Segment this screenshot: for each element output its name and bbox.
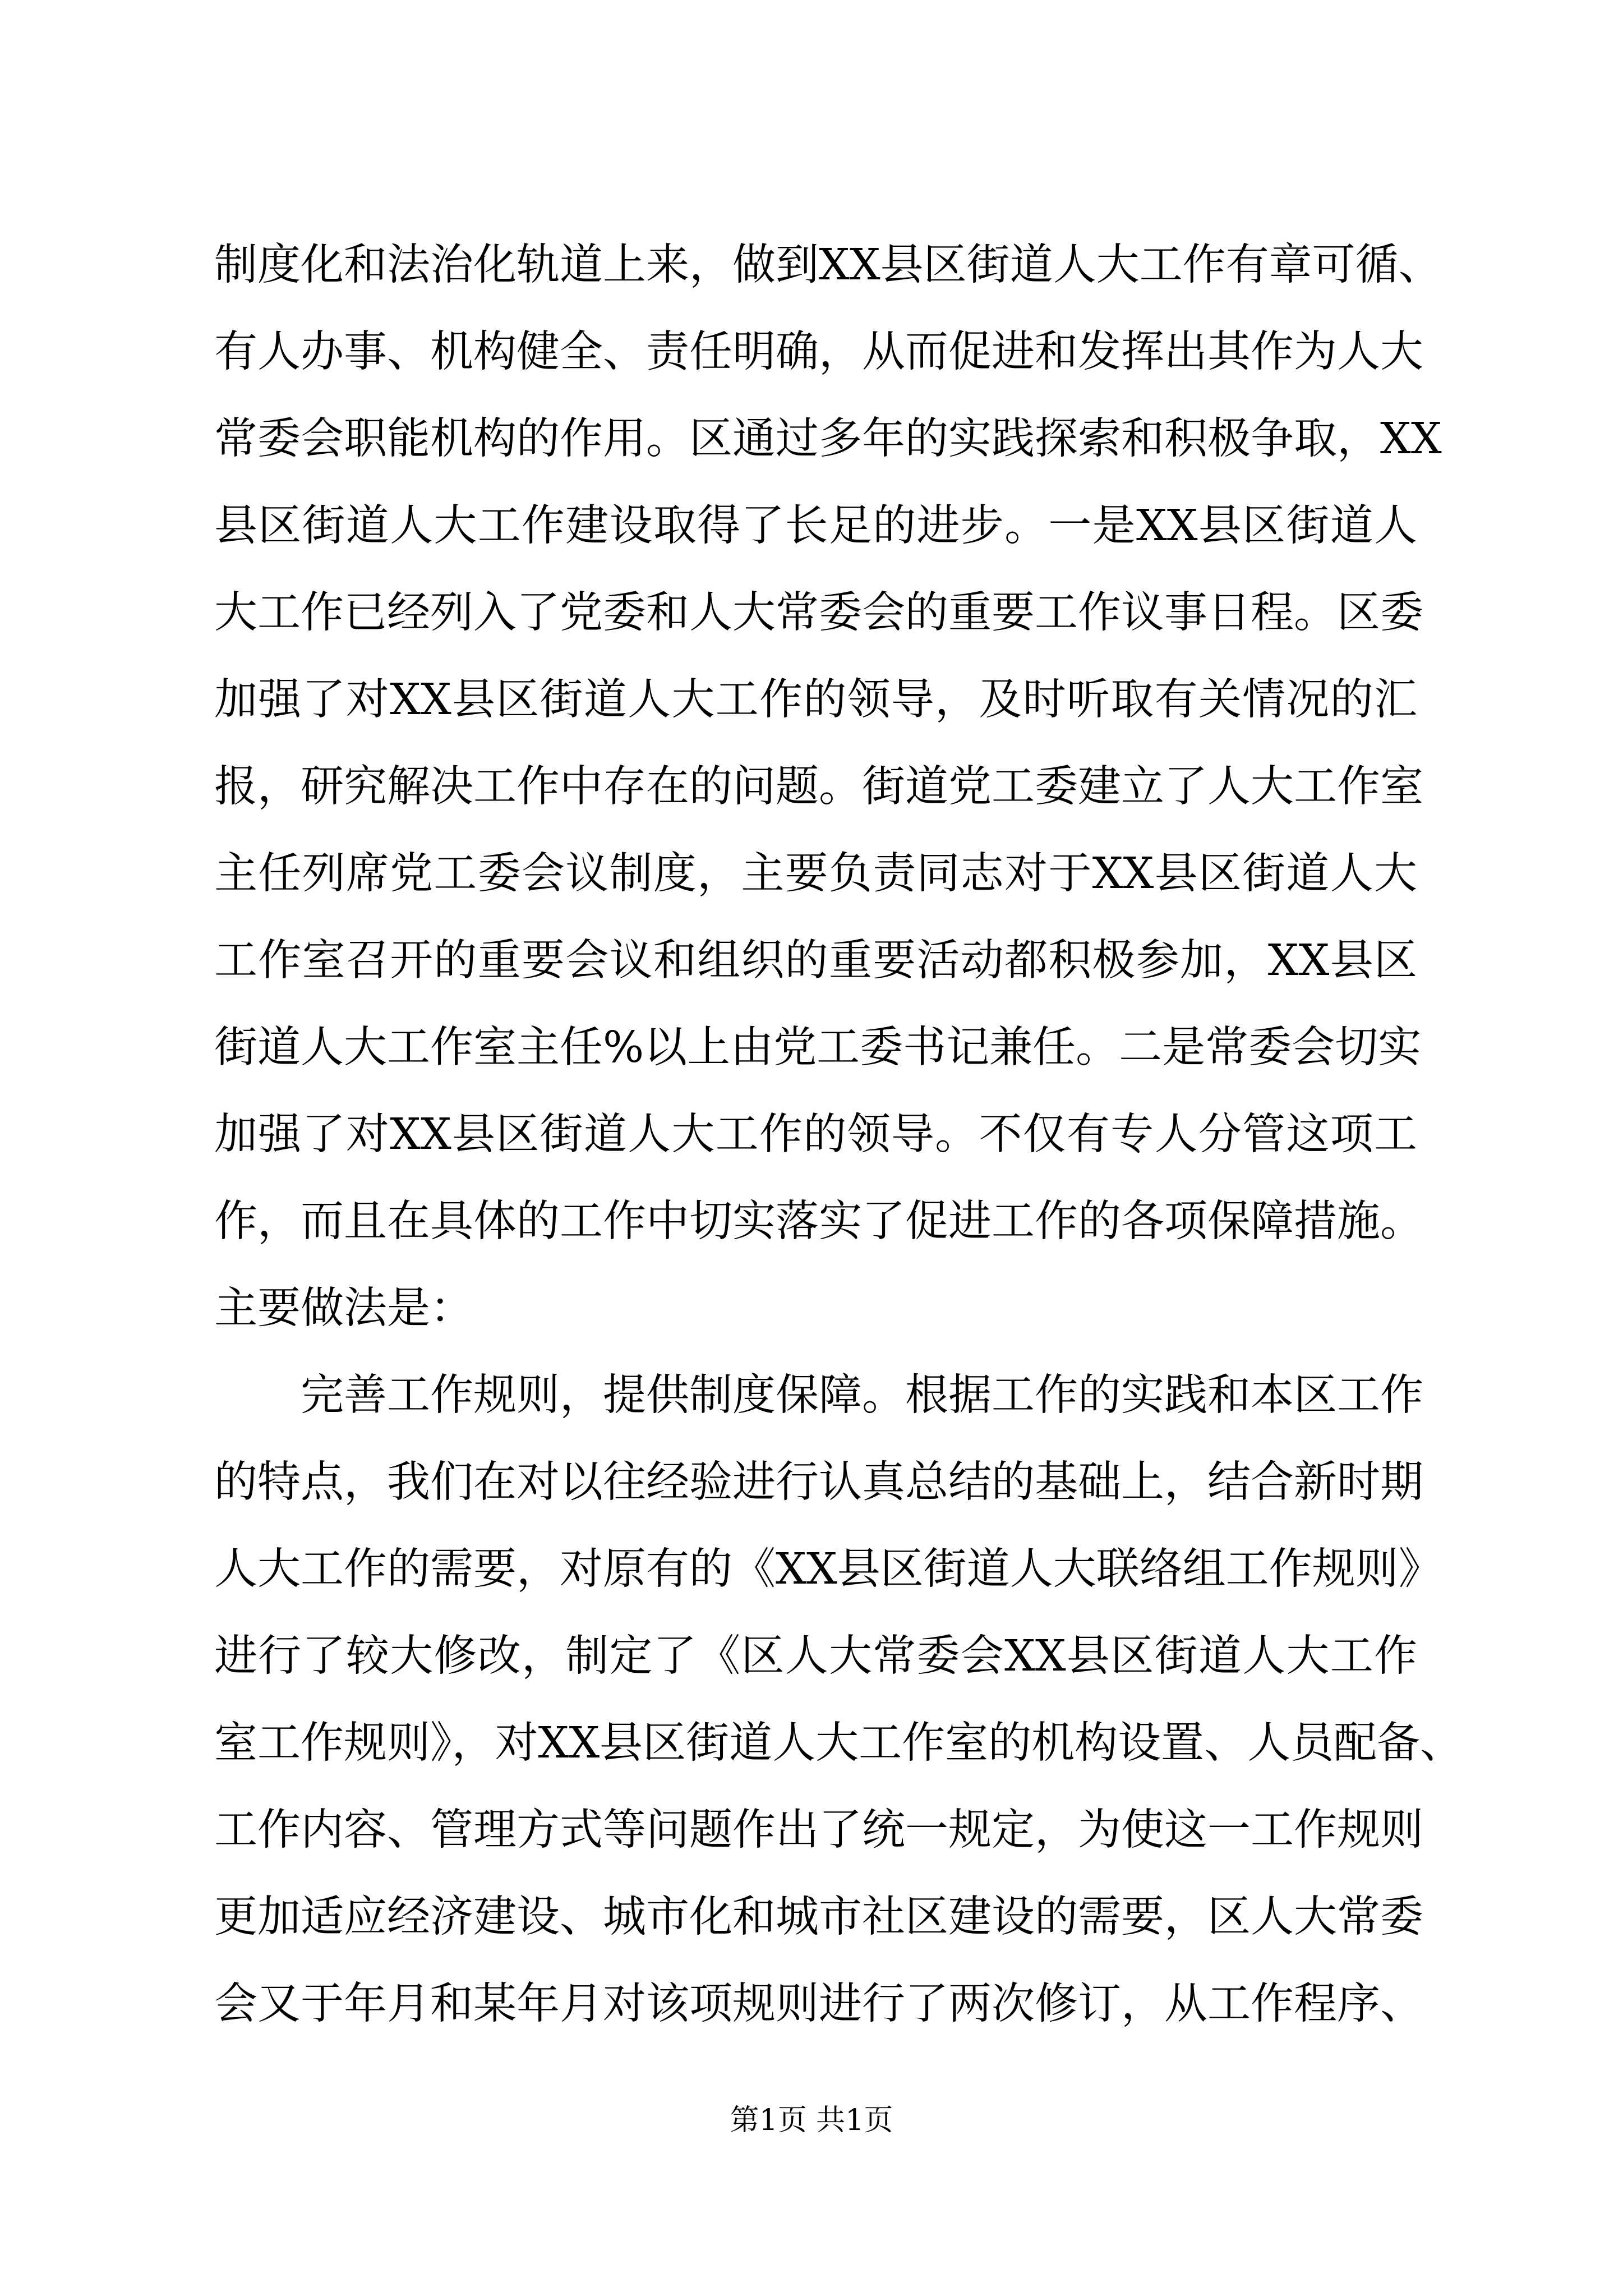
- text-line: 更加适应经济建设、城市化和城市社区建设的需要，区人大常委: [214, 1892, 1423, 1942]
- text-line: 工作内容、管理方式等问题作出了统一规定，为使这一工作规则: [214, 1805, 1423, 1855]
- text-line: 大工作已经列入了党委和人大常委会的重要工作议事日程。区委: [214, 588, 1423, 638]
- text-line: 进行了较大修改，制定了《区人大常委会XX县区街道人大工作: [214, 1631, 1417, 1681]
- page-footer: 第1页 共1页: [730, 2104, 893, 2137]
- text-line: 加强了对XX县区街道人大工作的领导。不仅有专人分管这项工: [214, 1110, 1417, 1159]
- text-line: 常委会职能机构的作用。区通过多年的实践探索和积极争取，XX: [214, 414, 1442, 464]
- text-line: 会又于年月和某年月对该项规则进行了两次修订，从工作程序、: [214, 1979, 1423, 2029]
- text-line: 主要做法是：: [214, 1283, 473, 1333]
- text-line: 县区街道人大工作建设取得了长足的进步。一是XX县区街道人: [214, 501, 1417, 551]
- text-line: 有人办事、机构健全、责任明确，从而促进和发挥出其作为人大: [214, 327, 1423, 377]
- text-line: 人大工作的需要，对原有的《XX县区街道人大联络组工作规则》: [214, 1544, 1442, 1594]
- text-line: 室工作规则》，对XX县区街道人大工作室的机构设置、人员配备、: [214, 1718, 1464, 1768]
- text-line: 的特点，我们在对以往经验进行认真总结的基础上，结合新时期: [214, 1457, 1423, 1507]
- text-line: 报，研究解决工作中存在的问题。街道党工委建立了人大工作室: [214, 762, 1423, 812]
- text-line: 工作室召开的重要会议和组织的重要活动都积极参加，XX县区: [214, 936, 1417, 986]
- text-line: 完善工作规则，提供制度保障。根据工作的实践和本区工作: [214, 1370, 1423, 1420]
- text-line: 制度化和法治化轨道上来，做到XX县区街道人大工作有章可循、: [214, 240, 1442, 290]
- text-line: 加强了对XX县区街道人大工作的领导，及时听取有关情况的汇: [214, 675, 1417, 725]
- text-line: 街道人大工作室主任%以上由党工委书记兼任。二是常委会切实: [214, 1023, 1422, 1073]
- text-line: 作，而且在具体的工作中切实落实了促进工作的各项保障措施。: [214, 1197, 1423, 1246]
- body-text: [214, 222, 1464, 2047]
- text-line: 主任列席党工委会议制度，主要负责同志对于XX县区街道人大: [214, 849, 1417, 899]
